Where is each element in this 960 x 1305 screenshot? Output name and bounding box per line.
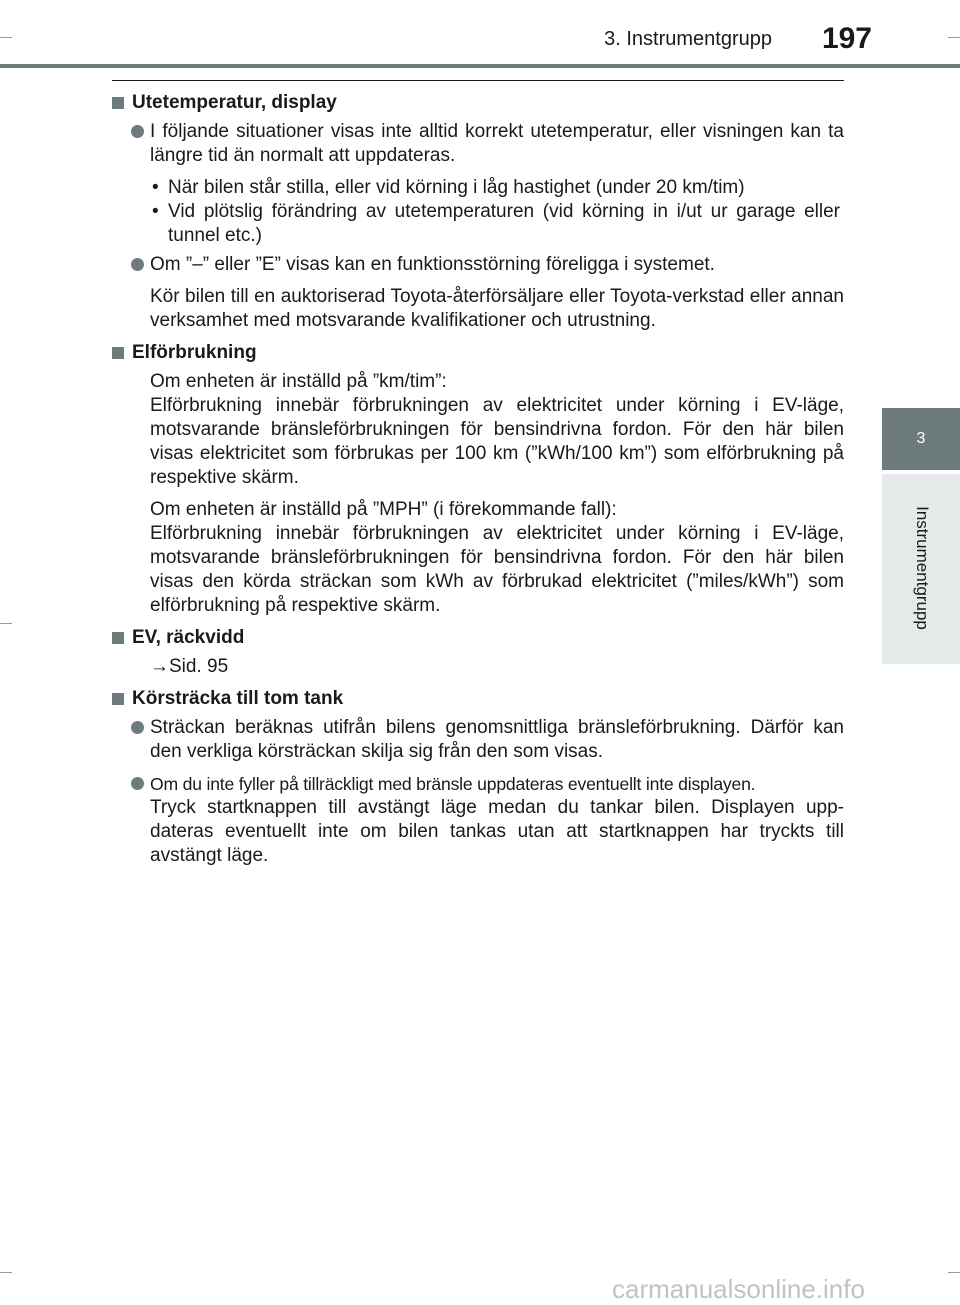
crop-mark xyxy=(0,37,12,38)
paragraph-intro: Om enheten är inställd på ”km/tim”: xyxy=(150,371,447,392)
section-heading xyxy=(112,91,844,115)
header-rule xyxy=(0,64,960,68)
bullet-text: Tryck startknappen till avstängt läge medan du tankar bilen. Displayen upp-dateras eventuellt inte om bilen tankas utan att startknappen har tryckts till avstängt läge. xyxy=(150,797,844,866)
chapter-tab xyxy=(882,408,960,470)
crop-mark xyxy=(948,37,960,38)
page-reference-link[interactable]: Sid. 95 xyxy=(169,656,229,677)
paragraph-body: Elförbrukning innebär förbrukningen av elektricitet under körning i EV-läge, motsvarande bränsleförbrukningen för bensindrivna fordon. För den här bilen visas elektricitet som förbrukas per 100 km (”kWh/100 km”) som elförbrukning på respektive skärm. xyxy=(150,395,844,488)
square-bullet-icon xyxy=(112,632,124,644)
bullet-item xyxy=(112,772,844,868)
circle-bullet-icon xyxy=(131,721,144,734)
bullet-text: Sträckan beräknas utifrån bilens genomsnittliga bränsleförbrukning. Därför kan den verkliga körsträckan skilja sig från den som visas. xyxy=(150,717,844,762)
heading-text: Körsträcka till tom tank xyxy=(132,688,344,709)
square-bullet-icon xyxy=(112,97,124,109)
bullet-text: Om ”–” eller ”E” visas kan en funktionsstörning föreligga i systemet. xyxy=(150,254,715,275)
crop-mark xyxy=(0,1272,12,1273)
page-reference xyxy=(112,655,844,679)
square-bullet-icon xyxy=(112,693,124,705)
page-number: 197 xyxy=(821,22,872,55)
bullet-item xyxy=(112,253,844,277)
square-bullet-icon xyxy=(112,347,124,359)
sub-item xyxy=(112,200,844,248)
arrow-right-icon: → xyxy=(150,656,169,677)
paragraph xyxy=(112,370,844,490)
circle-bullet-icon xyxy=(131,258,144,271)
section-title: 3. Instrumentgrupp xyxy=(604,28,772,50)
heading-text: Utetemperatur, display xyxy=(132,92,337,113)
crop-mark xyxy=(0,623,12,624)
watermark: carmanualsonline.info xyxy=(612,1274,865,1304)
section-heading xyxy=(112,341,844,365)
chapter-number: 3 xyxy=(916,430,926,447)
section-heading xyxy=(112,626,844,650)
paragraph: Kör bilen till en auktoriserad Toyota-återförsäljare eller Toyota-verkstad eller annan verksamhet med motsvarande kvalifikationer och utrustning. xyxy=(150,286,844,331)
bullet-text: Om du inte fyller på tillräckligt med bränsle uppdateras eventuellt inte displayen. xyxy=(150,774,756,794)
dot-marker-icon: • xyxy=(152,201,159,222)
circle-bullet-icon xyxy=(131,777,144,790)
heading-text: Elförbrukning xyxy=(132,342,257,363)
crop-mark xyxy=(948,1272,960,1273)
bullet-item xyxy=(112,716,844,764)
dot-marker-icon: • xyxy=(152,177,159,198)
sub-item-text: När bilen står stilla, eller vid körning i låg hastighet (under 20 km/tim) xyxy=(168,177,745,198)
sub-item xyxy=(112,176,844,200)
bullet-text: I följande situationer visas inte alltid korrekt utetemperatur, eller visningen kan ta längre tid än normalt att uppdateras. xyxy=(150,121,844,166)
paragraph xyxy=(112,498,844,618)
sub-item-text: Vid plötslig förändring av utetemperaturen (vid körning in i/ut ur garage eller tunnel etc.) xyxy=(168,201,840,246)
paragraph-intro: Om enheten är inställd på ”MPH” (i förekommande fall): xyxy=(150,499,617,520)
circle-bullet-icon xyxy=(131,125,144,138)
heading-text: EV, räckvidd xyxy=(132,627,245,648)
page-content xyxy=(112,80,844,868)
bullet-item xyxy=(112,120,844,168)
chapter-label: Instrumentgrupp xyxy=(913,506,932,630)
content-rule xyxy=(112,80,844,81)
section-heading xyxy=(112,687,844,711)
paragraph-body: Elförbrukning innebär förbrukningen av elektricitet under körning i EV-läge, motsvarande bränsleförbrukningen för bensindrivna fordon. För den här bilen visas den körda sträckan som kWh av förbrukad elektricitet (”miles/kWh”) som elförbrukning på respektive skärm. xyxy=(150,523,844,616)
